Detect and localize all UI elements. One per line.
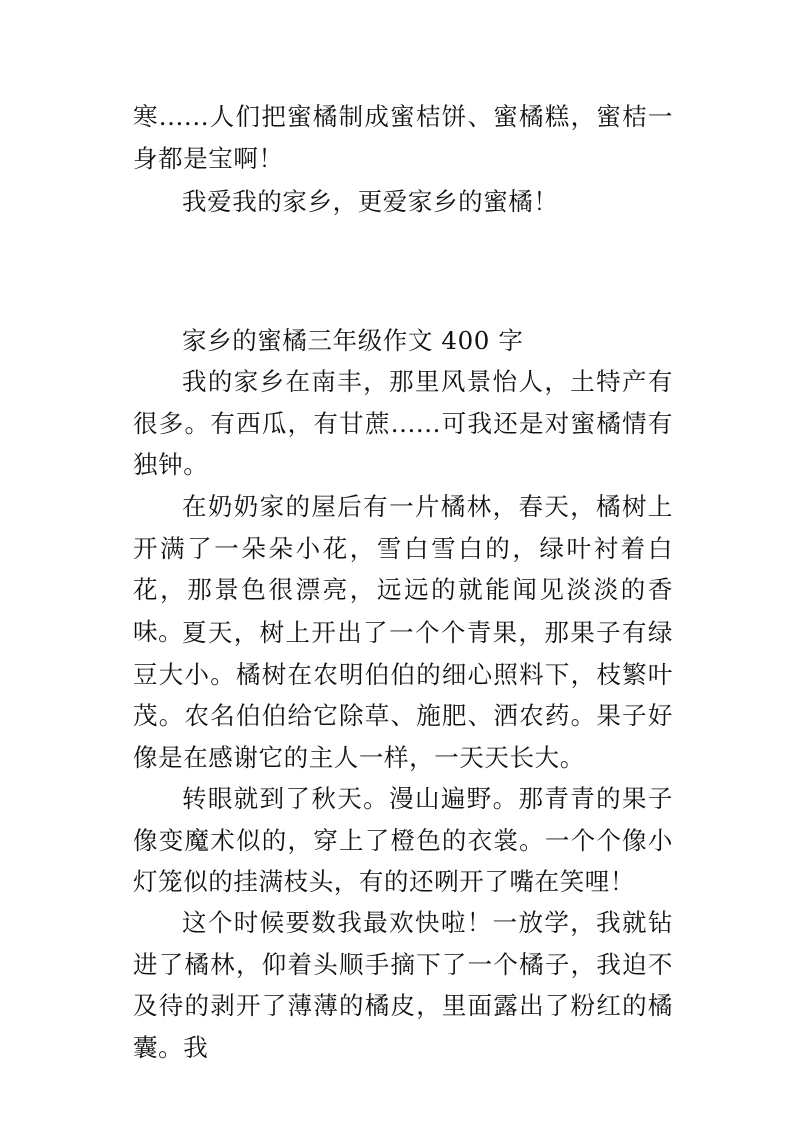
essay-paragraph: 夏天，树上开出了一个个青果，那果子有绿豆大小。橘树在农明伯伯的细心照料下，枝繁叶茂。农名伯伯给它除草、施肥、洒农药。果子好像是在感谢它的主人一样，一天天长大。: [133, 618, 673, 772]
essay-paragraph: 转眼就到了秋天。漫山遍野。那青青的果子像变魔术似的，穿上了橙色的衣裳。一个个像小灯笼似的挂满枝头，有的还咧开了嘴在笑哩！: [133, 784, 673, 896]
essay-paragraph: 在奶奶家的屋后有一片橘林，春天，橘树上开满了一朵朵小花，雪白雪白的，绿叶衬着白花，那景色很漂亮，远远的就能闻见淡淡的香味。: [133, 492, 673, 646]
continuation-paragraph: 寒......人们把蜜橘制成蜜桔饼、蜜橘糕，蜜桔一身都是宝啊！: [133, 102, 673, 173]
closing-line: 我爱我的家乡，更爱家乡的蜜橘！: [182, 187, 559, 216]
essay-title: 家乡的蜜橘三年级作文 400 字: [182, 326, 524, 355]
essay-paragraph: 这个时候要数我最欢快啦！一放学，我就钻进了橘林，仰着头顺手摘下了一个橘子，我迫不及待的剥开了薄薄的橘皮，里面露出了粉红的橘囊。我: [133, 908, 673, 1062]
essay-paragraph: 我的家乡在南丰，那里风景怡人，土特产有很多。有西瓜，有甘蔗......可我还是对蜜橘情有独钟。: [133, 367, 673, 479]
